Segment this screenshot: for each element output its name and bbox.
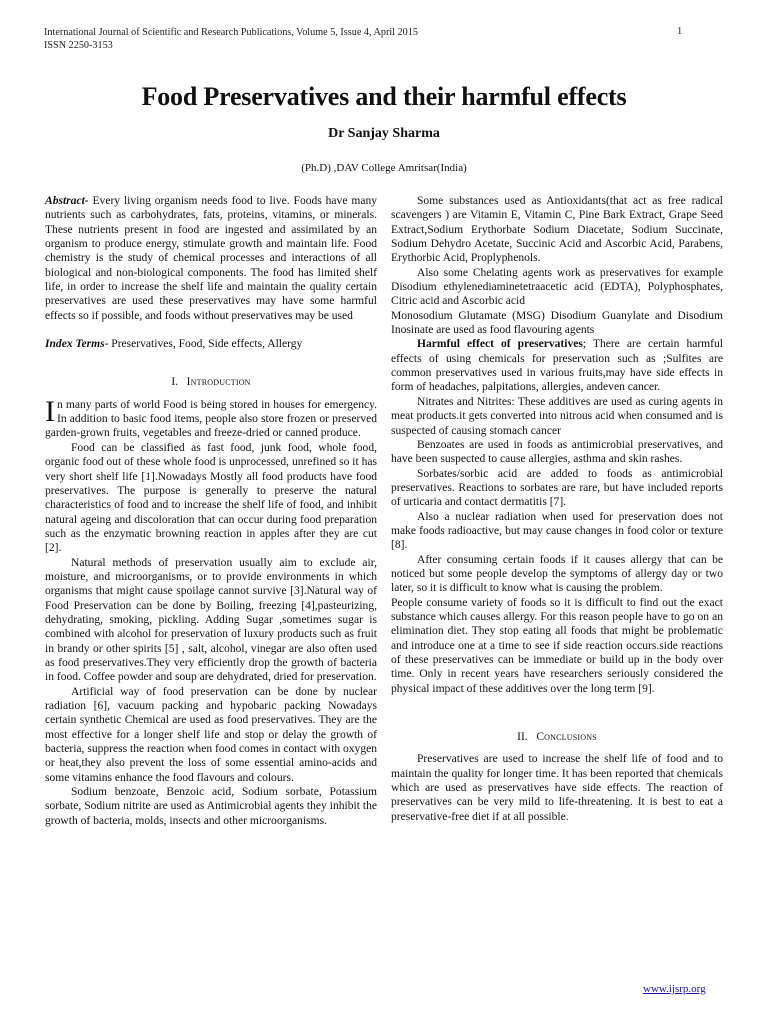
journal-citation: International Journal of Scientific and Research Publications, Volume 5, Issue 4, April 2015 — [44, 27, 418, 38]
left-column — [45, 194, 377, 828]
elimination-diet-paragraph: People consume variety of foods so it is difficult to find out the exact substance which causes allergy. For this reason people have to go on an elimination diet. They stop eating all foods that might be problematic and introduce one at a time to see if side reaction occurs.side reactions of these preservatives can be immediate or build up in the body over time. Only in recent years have researchers seriously considered the physical impact of these additives over the long term [9]. — [391, 596, 723, 695]
harmful-effects-heading: Harmful effect of preservatives — [417, 338, 583, 351]
allergy-paragraph: After consuming certain foods if it causes allergy that can be noticed but some people develop the symptoms of allergy day or two later, so it is difficult to know what is causing the problem. — [391, 553, 723, 595]
section-title: Introduction — [186, 376, 251, 389]
index-terms-text: - Preservatives, Food, Side effects, Allergy — [104, 338, 303, 351]
index-terms — [45, 337, 377, 351]
author-name: Dr Sanjay Sharma — [328, 126, 440, 141]
intro-paragraph-2: Food can be classified as fast food, junk food, whole food, organic food out of these whole food is unprocessed, unrefined so it has very short shelf life [1].Nowadays Mostly all food products have food preservatives. The purpose is generally to preserve the natural characteristics of food and to increase the shelf life of food, and inhibit natural ageing and discoloration that can occur during food preparation such as the enzymatic browning reaction in apples after they are cut [2]. — [45, 441, 377, 555]
journal-website-link[interactable]: www.ijsrp.org — [643, 983, 706, 995]
chelating-paragraph: Also some Chelating agents work as preservatives for example Disodium ethylenediaminetetraacetic acid (EDTA), Polyphosphates, Citric acid and Ascorbic acid — [391, 266, 723, 308]
antioxidants-paragraph: Some substances used as Antioxidants(that act as free radical scavengers ) are Vitamin E, Vitamin C, Pine Bark Extract, Grape Seed Extract,Sodium Erythorbate Sodium Diacetate, Sodium Succinate, Sodium Dehydro Acetate, Succinic Acid and Ascorbic Acid, Parabens, Erythorbic Acid, Proplyphenols. — [391, 195, 723, 265]
section-heading-introduction — [45, 375, 377, 389]
paper-title: Food Preservatives and their harmful effects — [141, 82, 627, 111]
journal-header — [44, 26, 418, 52]
author-affiliation: (Ph.D) ,DAV College Amritsar(India) — [301, 162, 467, 174]
page-number: 1 — [677, 26, 683, 37]
conclusion-paragraph: Preservatives are used to increase the shelf life of food and to maintain the quality for longer time. It has been reported that chemicals which are used as preservatives have side effects. The reaction of preservatives can be very mild to life-threatening. It is best to eat a preservative-free diet if at all possible. — [391, 753, 723, 823]
index-terms-label: Index Terms — [45, 338, 105, 351]
section-heading-conclusions — [391, 730, 723, 744]
right-column — [391, 194, 723, 824]
abstract — [45, 194, 377, 323]
flavouring-paragraph: Monosodium Glutamate (MSG) Disodium Guanylate and Disodium Inosinate are used as food flavouring agents — [391, 309, 723, 337]
sorbates-paragraph: Sorbates/sorbic acid are added to foods as antimicrobial preservatives. Reactions to sorbates are rare, but have included reports of urticaria and contact dermatitis [7]. — [391, 467, 723, 509]
intro-paragraph-3: Natural methods of preservation usually aim to exclude air, moisture, and microorganisms, or to provide environments in which organisms that might cause spoilage cannot survive [3].Natural way of Food Preservation can be done by Boiling, freezing [4],pasteurizing, dehydrating, smoking, pickling. Adding Sugar ,sometimes sugar is combined with alcohol for preservation of luxury products such as fruit in brandy or other spirits [5] , salt, alcohol, vinegar are also often used as food preservatives.They very efficiently drop the growth of bacteria in food. Coffee powder and soup are dehydrated, dried for preservation. — [45, 556, 377, 684]
section-number: I. — [171, 376, 179, 389]
abstract-text: Every living organism needs food to live. Foods have many nutrients such as carbohydrates, fats, proteins, vitamins, or minerals. These nutrients present in food are ingested and assimilated by an organism to produce energy, stimulate growth and maintain life. Food chemistry is the study of chemical processes and interactions of all biological and non-biological components. The food has limited shelf life, in order to increase the shelf life and maintain the quality certain preservatives are used these preservatives may have some harmful effects so if possible, and foods without preservatives may be used — [45, 195, 377, 322]
radiation-paragraph: Also a nuclear radiation when used for preservation does not make foods radioactive, but may cause changes in food color or texture [8]. — [391, 510, 723, 552]
benzoates-paragraph: Benzoates are used in foods as antimicrobial preservatives, and have been suspected to cause allergies, asthma and skin rashes. — [391, 438, 723, 466]
drop-cap: I — [45, 394, 55, 428]
section-title: Conclusions — [536, 731, 597, 744]
harmful-effects-paragraph: Harmful effect of preservatives; There are certain harmful effects of using chemicals for preservation such as ;Sulfites are common preservatives used in various fruits,may have side effects in form of headaches, palpitations, allergies, andeven cancer. — [391, 338, 723, 394]
intro-paragraph-1: In many parts of world Food is being stored in houses for emergency. In addition to basic food items, people also store frozen or preserved garden-grown fruits, vegetables and freeze-dried or canned produce. — [45, 394, 377, 440]
intro-paragraph-5: Sodium benzoate, Benzoic acid, Sodium sorbate, Potassium sorbate, Sodium nitrite are used as Antimicrobial agents they inhibit the growth of bacteria, molds, insects and other microorganisms. — [45, 786, 377, 827]
nitrates-paragraph: Nitrates and Nitrites: These additives are used as curing agents in meat products.it gets converted into nitrous acid when consumed and is suspected of causing stomach cancer — [391, 395, 723, 437]
section-number: II. — [517, 731, 528, 744]
intro-paragraph-4: Artificial way of food preservation can be done by nuclear radiation [6], vacuum packing and hypobaric packing Nowadays certain synthetic Chemical are used as food preservatives. They are the most effective for a longer shelf life and stop or delay the growth of bacteria, suppress the reaction when food comes in contact with oxygen or heat,they also prevent the loss of some essential amino-acids and some vitamins enhance the food flavours and colours. — [45, 685, 377, 784]
issn: ISSN 2250-3153 — [44, 40, 113, 51]
abstract-label: Abstract- — [45, 195, 89, 207]
